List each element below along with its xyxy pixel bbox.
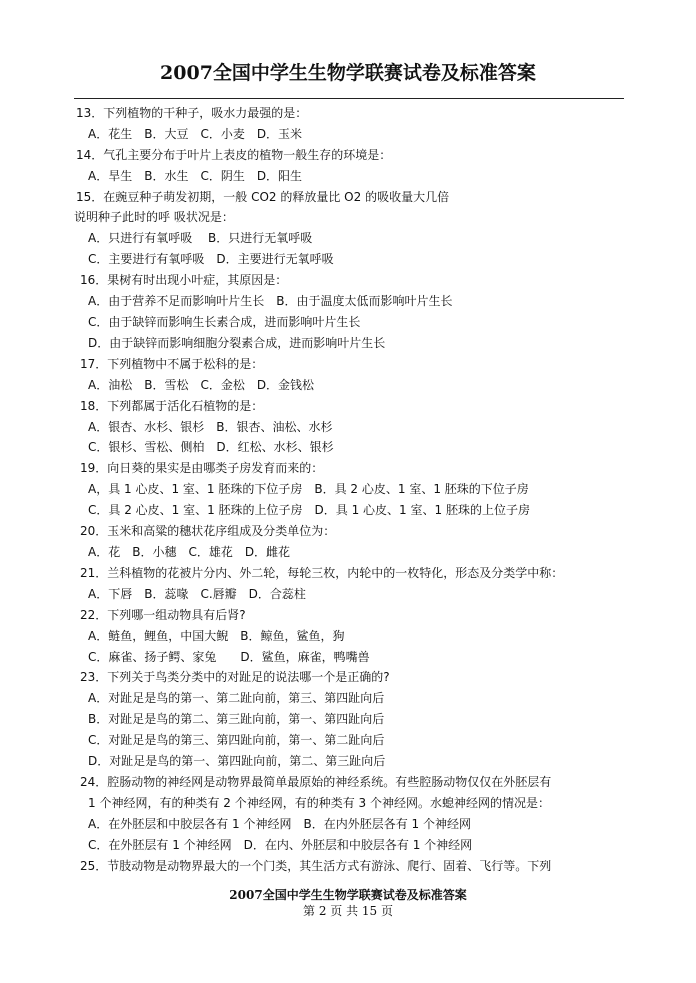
question-15-cont: 说明种子此时的呼 吸状况是： <box>74 210 234 224</box>
question-15: 15．在豌豆种子萌发初期，一般 CO2 的释放量比 O2 的吸收量大几倍 <box>76 190 450 204</box>
question-14: 14．气孔主要分布于叶片上表皮的植物一般生存的环境是： <box>76 148 392 162</box>
question-22-options-cd: C．麻雀、扬子鳄、家兔 D．鲨鱼，麻雀，鸭嘴兽 <box>88 650 370 664</box>
question-18-options-cd: C．银杉、雪松、侧柏 D．红松、水杉、银杉 <box>88 440 334 454</box>
question-17-options: A．油松 B．雪松 C．金松 D．金钱松 <box>88 378 315 392</box>
question-24-options-ab: A．在外胚层和中胶层各有 1 个神经网 B．在内外胚层各有 1 个神经网 <box>88 817 471 831</box>
question-16-option-d: D．由于缺锌而影响细胞分裂素合成，进而影响叶片生长 <box>88 336 386 350</box>
question-20: 20．玉米和高粱的穗状花序组成及分类单位为： <box>80 524 336 538</box>
question-19-options-ab: A，具 1 心皮、1 室、1 胚珠的下位子房 B．具 2 心皮、1 室、1 胚珠的下位子房 <box>88 482 529 496</box>
question-15-options-ab: A．只进行有氧呼吸 B．只进行无氧呼吸 <box>88 231 313 245</box>
question-24: 24．腔肠动物的神经网是动物界最简单最原始的神经系统。有些腔肠动物仅仅在外胚层有 <box>80 775 552 789</box>
header-divider <box>74 98 624 99</box>
question-13-options: A．花生 B．大豆 C．小麦 D．玉米 <box>88 127 303 141</box>
question-23-option-b: B．对趾足是鸟的第二、第三趾向前，第一、第四趾向后 <box>88 712 385 726</box>
question-18: 18．下列都属于活化石植物的是： <box>80 399 264 413</box>
question-15-options-cd: C．主要进行有氧呼吸 D．主要进行无氧呼吸 <box>88 252 334 266</box>
question-17: 17．下列植物中不属于松科的是： <box>80 357 264 371</box>
footer-title: 2007全国中学生生物学联赛试卷及标准答案 <box>229 888 467 902</box>
question-22: 22．下列哪一组动物具有后肾? <box>80 608 246 622</box>
question-21-options: A．下唇 B．蕊喙 C.唇瓣 D．合蕊柱 <box>88 587 306 601</box>
question-23-option-d: D．对趾足是鸟的第一、第四趾向前，第二、第三趾向后 <box>88 754 386 768</box>
question-16-option-c: C．由于缺锌而影响生长素合成，进而影响叶片生长 <box>88 315 361 329</box>
question-22-options-ab: A．鲢鱼，鲤鱼，中国大鲵 B．鲸鱼，鲨鱼，狗 <box>88 629 345 643</box>
question-24-options-cd: C．在外胚层有 1 个神经网 D．在内、外胚层和中胶层各有 1 个神经网 <box>88 838 473 852</box>
question-20-options: A．花 B．小穗 C．雄花 D．雌花 <box>88 545 291 559</box>
question-23-option-c: C．对趾足是鸟的第三、第四趾向前，第一、第二趾向后 <box>88 733 385 747</box>
question-14-options: A．旱生 B．水生 C．阴生 D．阳生 <box>88 169 303 183</box>
page-title: 2007全国中学生生物学联赛试卷及标准答案 <box>160 62 536 84</box>
page-number: 第 2 页 共 15 页 <box>303 904 393 918</box>
question-23-option-a: A．对趾足是鸟的第一、第二趾向前，第三、第四趾向后 <box>88 691 385 705</box>
question-16: 16．果树有时出现小叶症，其原因是： <box>80 273 288 287</box>
question-19-options-cd: C．具 2 心皮、1 室、1 胚珠的上位子房 D．具 1 心皮、1 室、1 胚珠的上位子房 <box>88 503 530 517</box>
question-18-options-ab: A．银杏、水杉、银杉 B．银杏、油松、水杉 <box>88 420 333 434</box>
question-19: 19．向日葵的果实是由哪类子房发育而来的： <box>80 461 324 475</box>
question-25: 25．节肢动物是动物界最大的一个门类，其生活方式有游泳、爬行、固着、飞行等。下列 <box>80 859 552 873</box>
question-16-option-ab: A．由于营养不足而影响叶片生长 B．由于温度太低而影响叶片生长 <box>88 294 453 308</box>
question-21: 21．兰科植物的花被片分内、外二轮，每轮三枚，内轮中的一枚特化，形态及分类学中称： <box>80 566 564 580</box>
question-13: 13．下列植物的干种子，吸水力最强的是： <box>76 106 308 120</box>
question-24-cont: 1 个神经网，有的种类有 2 个神经网，有的种类有 3 个神经网。水螅神经网的情况是： <box>88 796 550 810</box>
question-23: 23．下列关于鸟类分类中的对趾足的说法哪一个是正确的? <box>80 670 390 684</box>
